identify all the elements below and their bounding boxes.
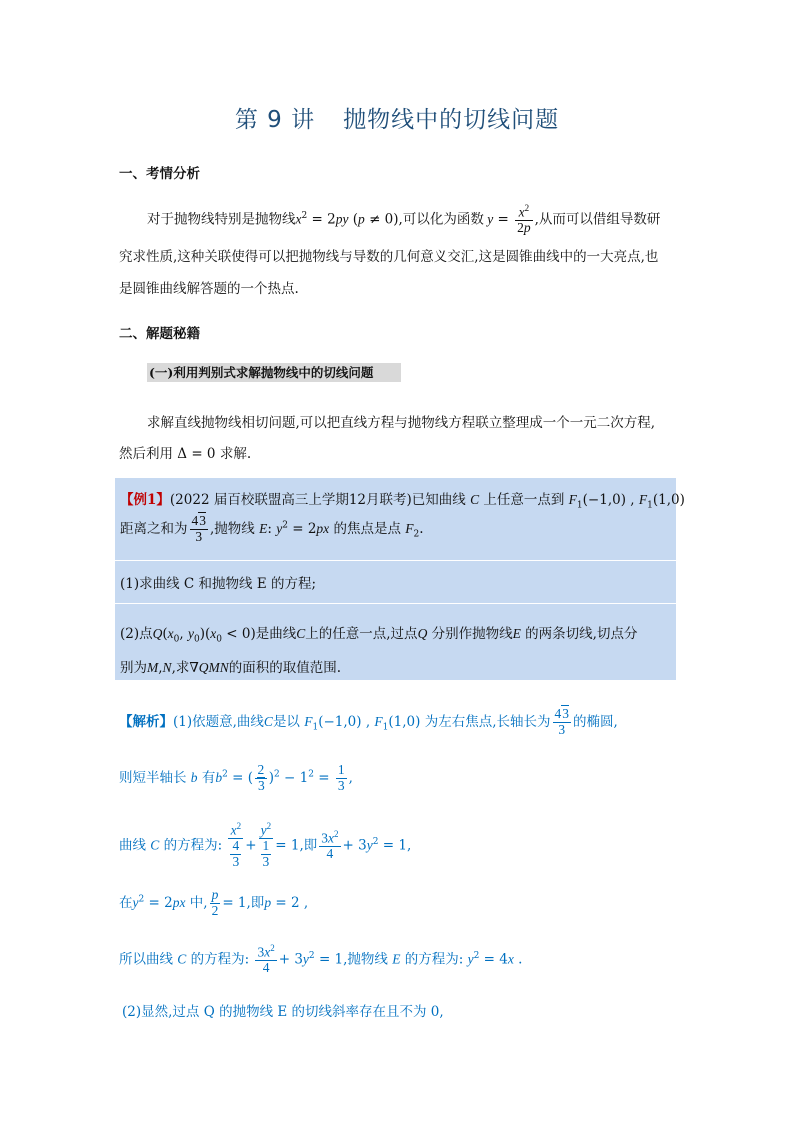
analysis-line-3: 是圆锥曲线解答题的一个热点. xyxy=(119,281,299,297)
example-line-1: 【例1】(2022 届百校联盟高三上学期12月联考)已知曲线 C 上任意一点到 $F_1(-1,0)$ , $F_1(1,0)$ xyxy=(120,492,685,511)
example-line-2: 距离之和为 $\frac{43}{3}$ ,抛物线 E: $y^2 = 2px$ 的焦点是点 $F_2$. xyxy=(120,513,424,544)
example-question-2-cont: 别为M,N,求∇QMN的面积的取值范围. xyxy=(120,660,342,676)
solution-line-5: 所以曲线 C 的方程为: $\frac{3x^2}{4}$ + $3y^2 = 1$,抛物线 E 的方程为: $y^2 = 4x$ . xyxy=(119,943,523,976)
subsection-heading: (一)利用判别式求解抛物线中的切线问题 xyxy=(147,363,401,382)
tips-line-2: 然后利用 Δ = 0 求解. xyxy=(119,446,252,462)
section-heading-analysis: 一、考情分析 xyxy=(119,166,200,182)
solution-line-4: 在$y^2 = 2px$ 中, $\frac{p}{2}$ = 1,即p = 2 , xyxy=(119,887,309,918)
example-divider xyxy=(115,603,676,604)
solution-line-3: 曲线 C 的方程为: $\frac{x^2}{\frac{4}{3}}$ + $\frac{y^2}{\frac{1}{3}}$ = 1,即 $\frac{3x^2}{4}$ + $3y^2 = 1$, xyxy=(119,821,412,870)
analysis-line-1: 对于抛物线特别是抛物线$x^2 = 2py$ (p ≠ 0),可以化为函数 y = $\frac{x^2}{2p}$ ,从而可以借组导数研 xyxy=(147,203,661,236)
lecture-number: 第 9 讲 xyxy=(234,107,316,133)
solution-line-6: (2)显然,过点 Q 的抛物线 E 的切线斜率存在且不为 0, xyxy=(122,1004,444,1020)
lecture-topic: 抛物线中的切线问题 xyxy=(343,107,560,133)
example-question-1: (1)求曲线 C 和抛物线 E 的方程; xyxy=(120,576,317,592)
example-divider xyxy=(115,560,676,561)
example-tag: 【例1】 xyxy=(120,492,170,508)
example-question-2: (2)点$Q(x_0$, $y_0)(x_0 < 0)$是曲线C上的任意一点,过点Q 分别作抛物线E 的两条切线,切点分 xyxy=(120,626,638,645)
solution-line-1: 【解析】(1)依题意,曲线C是以 $F_1(-1,0)$ , $F_1(1,0)$ 为左右焦点,长轴长为 $\frac{43}{3}$ 的椭圆, xyxy=(119,706,618,737)
section-heading-tips: 二、解题秘籍 xyxy=(119,326,200,342)
page-title xyxy=(0,101,794,134)
solution-tag: 【解析】 xyxy=(119,713,173,730)
solution-line-2: 则短半轴长 b 有$b^2$ = ( $\frac{2}{3}$ )$^2 - 1^2$ = $\frac{1}{3}$ , xyxy=(119,762,353,793)
analysis-line-2: 究求性质,这种关联使得可以把抛物线与导数的几何意义交汇,这是圆锥曲线中的一大亮点,也 xyxy=(119,249,659,265)
tips-line-1: 求解直线抛物线相切问题,可以把直线方程与抛物线方程联立整理成一个一元二次方程, xyxy=(147,415,656,431)
